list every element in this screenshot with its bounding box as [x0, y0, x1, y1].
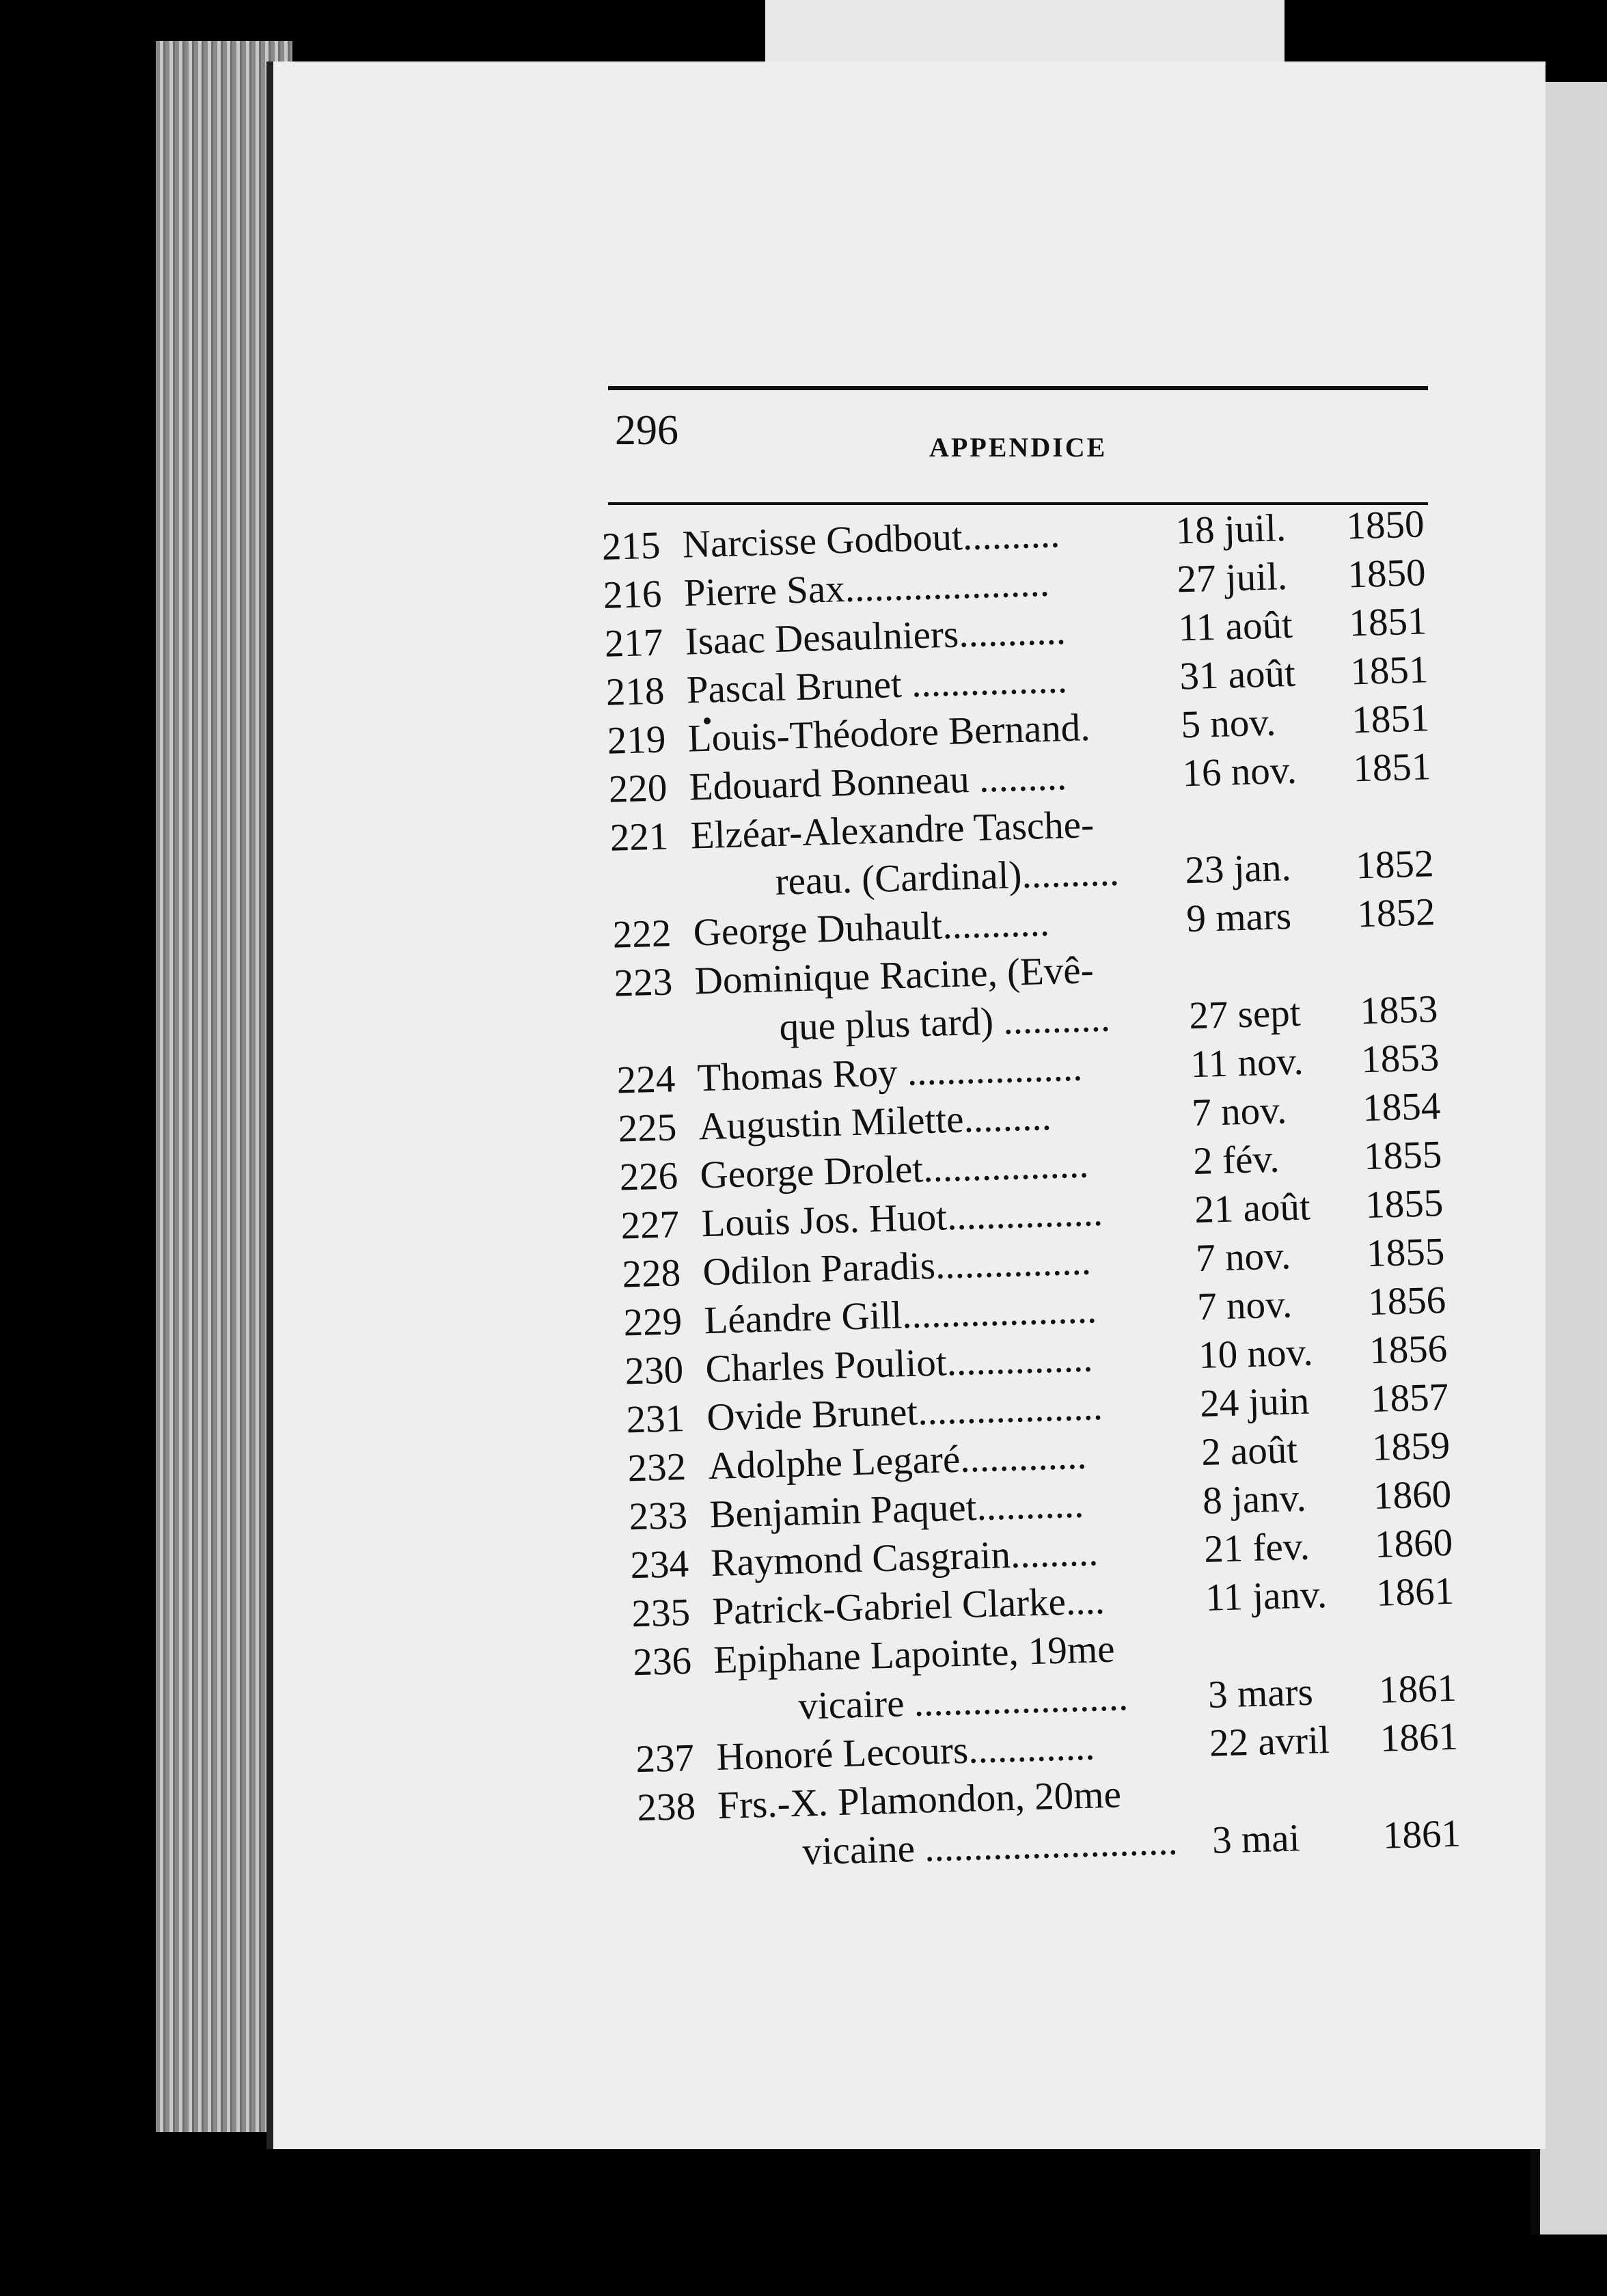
entry-number: 227	[620, 1203, 681, 1248]
entry-number: 226	[618, 1154, 679, 1199]
entry-year: 1861	[1382, 1812, 1461, 1857]
entry-name-continued: reau. (Cardinal)..........	[774, 851, 1120, 904]
entry-number: 238	[636, 1784, 696, 1830]
entry-number: 217	[603, 620, 664, 666]
entry-year: 1852	[1355, 842, 1435, 888]
entry-date: 23 jan.	[1184, 846, 1292, 892]
entry-name: Odilon Paradis................	[702, 1240, 1092, 1294]
entry-date: 27 sept	[1188, 991, 1302, 1038]
entry-name: Ovide Brunet...................	[706, 1385, 1103, 1440]
entry-date: 22 avril	[1209, 1718, 1330, 1765]
page-header	[608, 379, 1428, 512]
entry-name: Edouard Bonneau .........	[688, 755, 1067, 809]
entry-number: 216	[603, 572, 663, 617]
entry-date: 2 fév.	[1192, 1137, 1280, 1184]
entry-year: 1850	[1347, 551, 1427, 597]
entry-name: Raymond Casgrain.........	[710, 1531, 1099, 1585]
entry-number: 218	[605, 669, 665, 714]
entry-number: 222	[612, 912, 672, 957]
entry-date: 7 nov.	[1196, 1283, 1293, 1329]
entry-year: 1850	[1345, 502, 1425, 548]
entry-name: Louis Jos. Huot................	[700, 1190, 1103, 1246]
entry-date: 5 nov.	[1180, 700, 1277, 747]
entry-year: 1856	[1367, 1278, 1447, 1324]
entry-year: 1855	[1366, 1229, 1446, 1276]
entry-date: 21 août	[1194, 1185, 1311, 1232]
entry-date: 21 fev.	[1203, 1525, 1310, 1571]
entry-year: 1854	[1362, 1084, 1442, 1130]
entry-year: 1853	[1360, 1036, 1440, 1082]
entry-name: Epiphane Lapointe, 19me	[713, 1627, 1116, 1682]
entry-date: 16 nov.	[1181, 748, 1297, 795]
header-rule-top	[608, 386, 1428, 390]
entry-name: Frs.-X. Plamondon, 20me	[717, 1773, 1122, 1827]
entry-name: George Drolet.................	[699, 1143, 1090, 1197]
entry-name: Narcisse Godbout..........	[681, 512, 1061, 566]
page-number: 296	[615, 407, 678, 454]
entry-number: 232	[627, 1445, 687, 1490]
entry-date: 10 nov.	[1198, 1330, 1314, 1378]
entry-number: 219	[606, 718, 667, 763]
entry-name: Augustin Milette.........	[698, 1095, 1052, 1149]
entry-name: Adolphe Legaré.............	[707, 1434, 1088, 1488]
entry-number: 236	[632, 1639, 692, 1684]
entry-number: 220	[607, 766, 668, 811]
entry-number: 225	[617, 1106, 678, 1151]
entry-name-continued: vicaire ......................	[797, 1676, 1129, 1728]
entry-number: 224	[616, 1057, 676, 1102]
entry-name-continued: vicaine ..........................	[801, 1820, 1179, 1874]
entry-date: 31 août	[1179, 651, 1296, 698]
entry-name: Elzéar-Alexandre Tasche-	[689, 803, 1095, 858]
entry-year: 1859	[1371, 1423, 1451, 1470]
entry-name-continued: que plus tard) ...........	[778, 996, 1111, 1049]
entry-date: 9 mars	[1185, 894, 1292, 941]
entry-name: Honoré Lecours.............	[715, 1725, 1096, 1779]
entry-number: 215	[601, 523, 661, 569]
entry-name: Patrick-Gabriel Clarke....	[711, 1579, 1105, 1634]
entry-name: Isaac Desaulniers...........	[684, 610, 1067, 664]
entry-name: Louis-Théodore Bernand.	[687, 706, 1091, 761]
entry-name: Pascal Brunet ................	[685, 658, 1068, 712]
entry-number: 221	[609, 815, 670, 860]
entry-date: 8 janv.	[1202, 1476, 1307, 1522]
running-head: APPENDICE	[929, 432, 1108, 463]
entry-date: 7 nov.	[1191, 1089, 1288, 1135]
entry-date: 11 nov.	[1190, 1039, 1304, 1086]
entry-year: 1852	[1356, 890, 1436, 936]
entry-number: 223	[613, 960, 674, 1005]
entry-name: Pierre Sax.....................	[683, 561, 1050, 615]
entry-year: 1861	[1378, 1666, 1457, 1712]
entry-number: 235	[631, 1591, 691, 1636]
entry-year: 1851	[1348, 599, 1428, 645]
entry-year: 1861	[1379, 1714, 1459, 1760]
entry-list	[601, 501, 1486, 1883]
entry-date: 2 août	[1200, 1428, 1298, 1474]
entry-date: 11 janv.	[1205, 1572, 1328, 1620]
entry-year: 1861	[1375, 1569, 1455, 1615]
entry-date: 3 mai	[1211, 1816, 1301, 1862]
entry-number: 230	[624, 1348, 684, 1393]
entry-year: 1860	[1373, 1472, 1452, 1518]
entry-name: Benjamin Paquet...........	[709, 1482, 1084, 1537]
entry-year: 1855	[1363, 1133, 1443, 1179]
entry-number: 233	[628, 1494, 688, 1539]
entry-year: 1851	[1349, 648, 1429, 694]
entry-name: Dominique Racine, (Evê-	[693, 948, 1095, 1003]
entry-date: 7 nov.	[1195, 1234, 1291, 1281]
entry-date: 11 août	[1177, 603, 1293, 650]
entry-number: 228	[621, 1251, 681, 1296]
entry-date: 27 juil.	[1176, 555, 1288, 601]
entry-year: 1856	[1369, 1326, 1448, 1373]
entry-date: 18 juil.	[1175, 506, 1287, 553]
entry-number: 234	[629, 1542, 689, 1587]
entry-year: 1855	[1364, 1181, 1444, 1227]
entry-date: 3 mars	[1207, 1670, 1314, 1717]
entry-number: 229	[622, 1300, 683, 1345]
entry-year: 1851	[1352, 745, 1432, 791]
entry-year: 1857	[1370, 1375, 1450, 1421]
entry-number: 231	[625, 1397, 685, 1442]
entry-name: Charles Pouliot...............	[704, 1337, 1094, 1391]
entry-name: Léandre Gill....................	[703, 1288, 1097, 1343]
entry-date: 24 juin	[1199, 1379, 1310, 1426]
entry-year: 1853	[1359, 987, 1439, 1033]
entry-name: George Duhault...........	[692, 901, 1050, 955]
entry-year: 1860	[1374, 1520, 1453, 1566]
entry-name: Thomas Roy ..................	[696, 1046, 1083, 1100]
entry-number: 237	[635, 1736, 695, 1781]
entry-year: 1851	[1351, 696, 1431, 742]
